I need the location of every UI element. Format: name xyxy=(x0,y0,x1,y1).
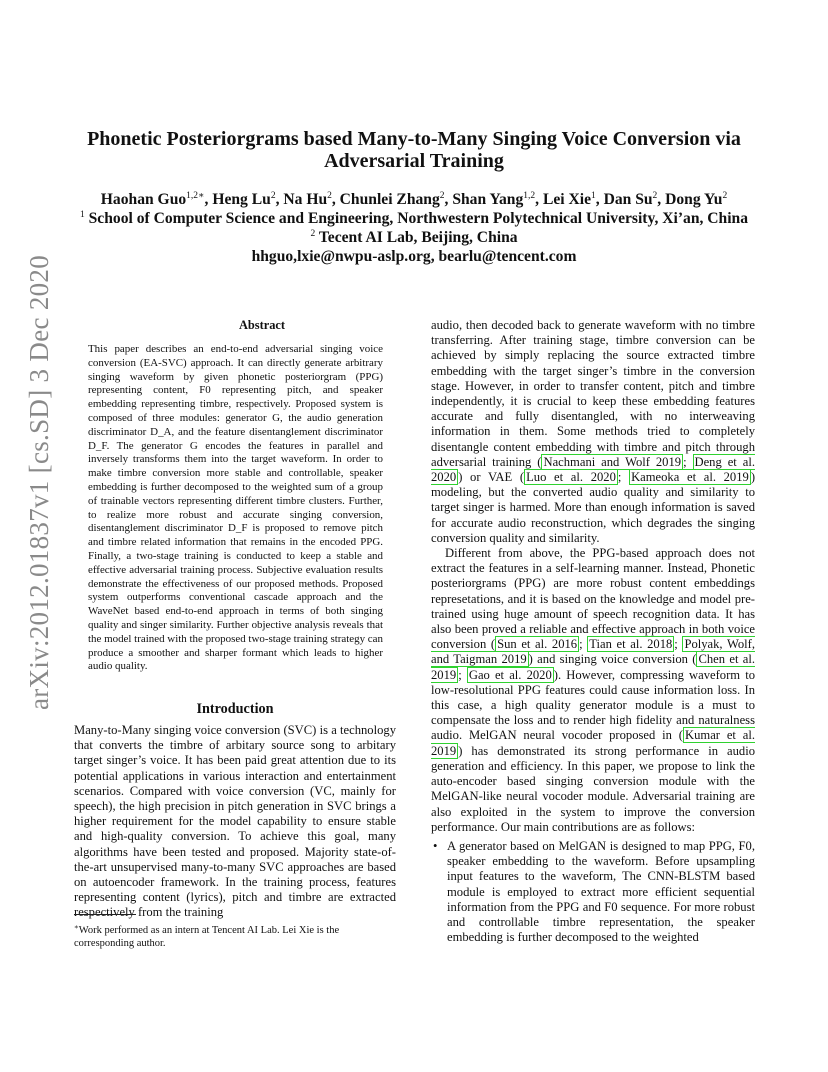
affiliation-text: School of Computer Science and Engineering, Northwestern Polytechnical University, Xi’an, China xyxy=(88,210,749,227)
citation-link[interactable]: Tian et al. 2018 xyxy=(589,637,673,652)
citation-separator: ; xyxy=(617,470,630,485)
citation-link[interactable]: Sun et al. 2016 xyxy=(497,637,578,652)
author-affiliation-mark: 2 xyxy=(327,191,332,201)
footnote-mark: ∗ xyxy=(74,923,79,931)
abstract-heading: Abstract xyxy=(238,318,286,332)
paper-title: Phonetic Posteriorgrams based Many-to-Many Singing Voice Conversion via Adversarial Training xyxy=(87,128,741,172)
author-name: Lei Xie xyxy=(542,191,592,208)
author-affiliation-mark: 2 xyxy=(439,191,445,201)
introduction-text: Many-to-Many singing voice conversion (SVC) is a technology that converts the timbre of arbitary source song to arbitary target singer’s voice. It has been paid great attention due to its potential applications in various interaction and entertainment scenarios. Compared with voice conversion (VC, mainly for speech), the high precision in pitch generation in SVC brings a higher requirement for the model capability to ensure stable and high-quality conversion. To achieve this goal, many algorithms have been tested and proposed. Majority state-of-the-art unsupervised many-to-many SVC approaches are based on autoencoder framework. In the training process, features representing content (lyrics), pitch and timbre are extracted respectively from the training xyxy=(74,723,396,920)
author-name: Dan Su xyxy=(603,191,653,208)
author-name: Na Hu xyxy=(283,191,328,208)
author-list: Haohan Guo$^{1,2∗}$, Heng Lu$^2$, Na Hu$^2$, Chunlei Zhang$^2$, Shan Yang$^{1,2}$, Lei Xie$^1$, Dan Su$^2$, Dong Yu$^2$ xyxy=(100,191,728,208)
paragraph-text: Different from above, the PPG-based approach does not extract the features in a self-learning manner. Instead, Phonetic posteriorgrams (PPG) are more robust content embeddings represetations, and it is based on the knowledge and model pre-trained using huge amount of speech recognition data. It has also been proved a reliable and effective approach in both voice conversion ( xyxy=(431,546,755,652)
citation-separator: ; xyxy=(683,454,693,469)
citation-link[interactable]: Luo et al. 2020 xyxy=(526,470,616,485)
paragraph-text: ). However, compressing waveform to low-resolutional PPG features could cause information loss. In this case, a high quality generator module is a must to compensate the loss and to render high fidelity and naturalness audio. MelGAN neural vocoder proposed in ( xyxy=(431,667,755,743)
introduction-heading: Introduction xyxy=(196,701,274,717)
arxiv-identifier-text: arXiv:2012.01837v1 [cs.SD] 3 Dec 2020 xyxy=(24,254,55,710)
paragraph xyxy=(431,318,755,546)
citation-link[interactable]: Kumar et al. 2019 xyxy=(431,728,755,758)
author-affiliation-mark: 1,2∗ xyxy=(186,191,205,201)
affiliation-mark: 1 xyxy=(79,210,85,220)
paragraph-text: ) and singing voice conversion ( xyxy=(528,652,697,667)
citation-link[interactable]: Gao et al. 2020 xyxy=(468,667,552,682)
right-column xyxy=(431,318,755,945)
affiliation-mark: 2 xyxy=(310,229,316,239)
citation-link[interactable]: Chen et al. 2019 xyxy=(431,652,755,682)
author-affiliation-mark: 2 xyxy=(652,191,658,201)
paragraph-text: audio, then decoded back to generate waveform with no timbre transferring. After training stage, timbre conversion can be achieved by simply replacing the source extracted timbre embedding with the target singer’s timbre in the conversion stage. However, in order to transfer content, pitch and timbre independently, it is crucial to keep these embedding features accurate and fully disentangled, with no interweaving information in them. Some methods tried to completely disentangle content embedding with timbre and pitch through adversarial training ( xyxy=(431,318,755,469)
author-name: Chunlei Zhang xyxy=(339,191,440,208)
author-block xyxy=(70,190,758,266)
contribution-text: A generator based on MelGAN is designed to map PPG, F0, speaker embedding to the waveform. Before upsampling input features to the waveform, The CNN-BLSTM based module is employed to extract more efficient sequential information from the PPG and F0 sequence. For more robust and controllable timbre representation, the speaker embedding is further decomposed to the weighted xyxy=(447,838,755,945)
citation-link[interactable]: Polyak, Wolf, and Taigman 2019 xyxy=(431,637,755,667)
author-affiliation-mark: 1 xyxy=(591,191,596,201)
footnote-text: Work performed as an intern at Tencent AI Lab. Lei Xie is the corresponding author. xyxy=(74,925,340,949)
author-name: Shan Yang xyxy=(452,191,524,208)
author-name: Haohan Guo xyxy=(100,191,187,208)
contribution-list-item xyxy=(431,839,755,945)
paragraph-text: ) has demonstrated its strong performance in audio generation and efficiency. In this paper, we propose to link the auto-encoder based singing conversion module with the MelGAN-like neural vocoder module. Adversarial training are also exploited in the system to improve the conversion performance. Our main contributions are as follows: xyxy=(431,743,755,834)
bullet-marker: • xyxy=(433,838,438,853)
citation-link[interactable]: Deng et al. 2020 xyxy=(431,454,755,485)
citation-link[interactable]: Nachmani and Wolf 2019 xyxy=(543,454,682,469)
citation-separator: ; xyxy=(674,637,683,652)
abstract-text: This paper describes an end-to-end adversarial singing voice conversion (EA-SVC) approach. It can directly generate arbitrary singing waveform by given phonetic posteriorgram (PPG) representing content, F0 representing pitch, and speaker embedding representing timbre, respectively. Proposed system is composed of three modules: generator G, the audio generation discriminator D_A, and the feature disentanglement discriminator D_F. The generator G encodes the features in parallel and inversely transforms them into the target waveform. In order to make timbre conversion more stable and controllable, speaker embedding is further decomposed to the weighted sum of a group of trainable vectors representing different timbre clusters. Further, to realize more robust and accurate singing conversion, disentanglement discriminator D_F is proposed to remove pitch and timbre related information that remains in the encoded PPG. Finally, a two-stage training is conducted to keep a stable and effective adversarial training process. Subjective evaluation results demonstrate the effectiveness of our proposed methods. Proposed system outperforms conventional cascade approach and the WaveNet based end-to-end approach in terms of both singing quality and singer similarity. Further objective analysis reveals that the model trained with the proposed two-stage training strategy can produce a smoother and sharper formant which leads to higher audio quality. xyxy=(88,343,383,673)
citation-link[interactable]: Kameoka et al. 2019 xyxy=(631,470,749,485)
author-affiliation-mark: 2 xyxy=(270,191,276,201)
arxiv-identifier xyxy=(19,254,61,710)
paragraph-text: ) modeling, but the converted audio quality and similarity to target singer is harmed. More than enough information is saved for accurate audio reconstruction, which degrades the singing conversion quality and similarity. xyxy=(431,470,756,545)
footnote-rule xyxy=(74,914,136,915)
affiliation-1 xyxy=(70,209,758,228)
paragraph xyxy=(431,546,755,835)
author-affiliation-mark: 1,2 xyxy=(523,191,536,201)
citation-separator: ; xyxy=(579,637,588,652)
author-name: Heng Lu xyxy=(212,191,271,208)
author-name: Dong Yu xyxy=(665,191,723,208)
author-emails: hhguo,lxie@nwpu-aslp.org, bearlu@tencent.com xyxy=(251,248,577,265)
author-affiliation-mark: 2 xyxy=(722,191,728,201)
affiliation-2 xyxy=(70,228,758,247)
citation-separator: ; xyxy=(458,667,467,682)
footnote xyxy=(74,924,396,950)
paragraph-text: ) or VAE ( xyxy=(458,470,525,485)
affiliation-text: Tecent AI Lab, Beijing, China xyxy=(318,229,518,246)
